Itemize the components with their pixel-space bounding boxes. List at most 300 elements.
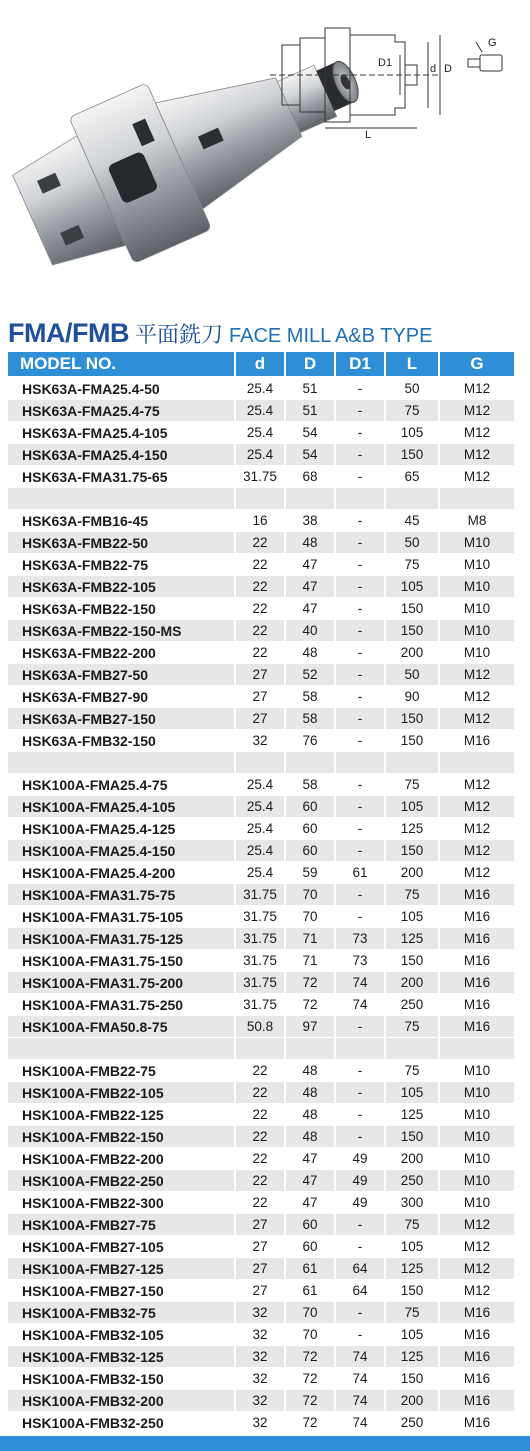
cell-d: 31.75: [236, 906, 284, 927]
cell-d: 22: [236, 1082, 284, 1103]
cell-D1: 74: [336, 972, 384, 993]
cell-d: 25.4: [236, 796, 284, 817]
cell-D: 72: [286, 972, 334, 993]
cell-D: 72: [286, 1368, 334, 1389]
cell-d: 27: [236, 686, 284, 707]
cell-D: 61: [286, 1258, 334, 1279]
cell-G: M12: [440, 1280, 514, 1301]
cell-d: 27: [236, 708, 284, 729]
cell-d: 32: [236, 1346, 284, 1367]
separator-cell: [236, 488, 284, 509]
cell-L: 150: [386, 950, 438, 971]
cell-d: 32: [236, 1302, 284, 1323]
cell-D1: -: [336, 1302, 384, 1323]
model-cell: HSK63A-FMB22-75: [8, 554, 234, 575]
separator-cell: [336, 752, 384, 773]
cell-G: M12: [440, 818, 514, 839]
header-D: D: [286, 352, 334, 376]
cell-D1: -: [336, 1060, 384, 1081]
table-row: [8, 862, 516, 883]
cell-L: 65: [386, 466, 438, 487]
model-cell: HSK100A-FMA31.75-150: [8, 950, 234, 971]
header-L: L: [386, 352, 438, 376]
cell-D: 70: [286, 1324, 334, 1345]
model-cell: HSK100A-FMA31.75-75: [8, 884, 234, 905]
cell-D1: -: [336, 708, 384, 729]
label-G: G: [488, 37, 497, 49]
cell-G: M12: [440, 1236, 514, 1257]
cell-D1: -: [336, 884, 384, 905]
cell-d: 22: [236, 576, 284, 597]
cell-G: M16: [440, 1346, 514, 1367]
separator-cell: [386, 488, 438, 509]
separator-cell: [236, 1038, 284, 1059]
cell-D1: -: [336, 422, 384, 443]
cell-G: M10: [440, 1060, 514, 1081]
table-row: [8, 554, 516, 575]
separator-cell: [440, 752, 514, 773]
cell-G: M12: [440, 466, 514, 487]
cell-G: M16: [440, 1302, 514, 1323]
table-row: [8, 510, 516, 531]
cell-d: 27: [236, 1280, 284, 1301]
model-cell: HSK63A-FMB27-150: [8, 708, 234, 729]
section-title: [8, 318, 432, 352]
table-row: [8, 1412, 516, 1433]
cell-L: 90: [386, 686, 438, 707]
model-cell: HSK100A-FMA25.4-125: [8, 818, 234, 839]
model-cell: HSK63A-FMB22-200: [8, 642, 234, 663]
cell-L: 125: [386, 1104, 438, 1125]
cell-G: M10: [440, 1192, 514, 1213]
separator-cell: [440, 1038, 514, 1059]
table-row: [8, 1346, 516, 1367]
cell-D1: 74: [336, 1390, 384, 1411]
cell-D1: -: [336, 1082, 384, 1103]
model-cell: HSK63A-FMB22-105: [8, 576, 234, 597]
cell-D1: 74: [336, 994, 384, 1015]
cell-L: 150: [386, 598, 438, 619]
model-cell: HSK100A-FMA25.4-150: [8, 840, 234, 861]
cell-d: 22: [236, 1170, 284, 1191]
cell-D1: -: [336, 532, 384, 553]
table-row: [8, 708, 516, 729]
cell-d: 25.4: [236, 400, 284, 421]
model-cell: HSK63A-FMA25.4-150: [8, 444, 234, 465]
cell-L: 125: [386, 818, 438, 839]
table-row: [8, 576, 516, 597]
cell-d: 32: [236, 1324, 284, 1345]
table-row: [8, 378, 516, 399]
cell-G: M10: [440, 642, 514, 663]
label-d: d: [430, 63, 437, 75]
table-body: [8, 378, 516, 1433]
cell-D1: -: [336, 664, 384, 685]
cell-D: 60: [286, 796, 334, 817]
separator-cell: [286, 1038, 334, 1059]
separator-cell: [8, 488, 234, 509]
cell-d: 25.4: [236, 422, 284, 443]
separator-cell: [236, 752, 284, 773]
cell-L: 75: [386, 1016, 438, 1037]
cell-G: M10: [440, 1126, 514, 1147]
table-row: [8, 664, 516, 685]
table-row: [8, 642, 516, 663]
cell-D1: 64: [336, 1258, 384, 1279]
separator-cell: [8, 752, 234, 773]
cell-d: 22: [236, 532, 284, 553]
cell-D1: -: [336, 774, 384, 795]
cell-D: 70: [286, 1302, 334, 1323]
model-cell: HSK63A-FMB32-150: [8, 730, 234, 751]
cell-d: 31.75: [236, 928, 284, 949]
cell-G: M12: [440, 1258, 514, 1279]
cell-L: 250: [386, 1170, 438, 1191]
table-row: [8, 1082, 516, 1103]
table-row: [8, 1324, 516, 1345]
table-row: [8, 1258, 516, 1279]
cell-D1: -: [336, 796, 384, 817]
cell-d: 25.4: [236, 378, 284, 399]
cell-D: 54: [286, 444, 334, 465]
table-row: [8, 1302, 516, 1323]
model-cell: HSK100A-FMB22-200: [8, 1148, 234, 1169]
cell-D: 60: [286, 840, 334, 861]
cell-G: M10: [440, 1148, 514, 1169]
model-cell: HSK100A-FMB27-125: [8, 1258, 234, 1279]
cell-D1: -: [336, 378, 384, 399]
spec-table: [8, 352, 516, 1434]
cell-G: M16: [440, 884, 514, 905]
cell-D1: 61: [336, 862, 384, 883]
table-row: [8, 730, 516, 751]
cell-L: 150: [386, 840, 438, 861]
cell-d: 31.75: [236, 466, 284, 487]
cell-d: 25.4: [236, 444, 284, 465]
table-row: [8, 1170, 516, 1191]
cell-G: M10: [440, 598, 514, 619]
cell-d: 31.75: [236, 884, 284, 905]
cell-d: 32: [236, 1368, 284, 1389]
cell-D1: -: [336, 906, 384, 927]
cell-D1: -: [336, 510, 384, 531]
table-row: [8, 466, 516, 487]
cell-L: 200: [386, 642, 438, 663]
table-row: [8, 1192, 516, 1213]
cell-d: 50.8: [236, 1016, 284, 1037]
model-cell: HSK100A-FMB22-125: [8, 1104, 234, 1125]
table-row: [8, 1016, 516, 1037]
cell-D: 58: [286, 686, 334, 707]
header-D1: D1: [336, 352, 384, 376]
table-row: [8, 620, 516, 641]
group-separator: [8, 1038, 516, 1059]
cell-d: 22: [236, 598, 284, 619]
cell-D1: -: [336, 1104, 384, 1125]
cell-D: 51: [286, 400, 334, 421]
table-row: [8, 1368, 516, 1389]
cell-D: 51: [286, 378, 334, 399]
table-row: [8, 1148, 516, 1169]
cell-D1: -: [336, 642, 384, 663]
cell-G: M16: [440, 928, 514, 949]
cell-L: 105: [386, 1236, 438, 1257]
table-header: [8, 352, 516, 376]
cell-D: 72: [286, 994, 334, 1015]
cell-L: 250: [386, 994, 438, 1015]
cell-D: 68: [286, 466, 334, 487]
table-row: [8, 840, 516, 861]
table-row: [8, 1060, 516, 1081]
table-row: [8, 972, 516, 993]
cell-d: 32: [236, 1412, 284, 1433]
cell-d: 25.4: [236, 862, 284, 883]
cell-L: 105: [386, 576, 438, 597]
cell-d: 22: [236, 620, 284, 641]
cell-L: 105: [386, 1082, 438, 1103]
cell-D1: 49: [336, 1192, 384, 1213]
title-english: FACE MILL A&B TYPE: [228, 325, 433, 347]
cell-L: 105: [386, 1324, 438, 1345]
cell-G: M12: [440, 686, 514, 707]
cell-D1: -: [336, 400, 384, 421]
model-cell: HSK100A-FMA25.4-75: [8, 774, 234, 795]
model-cell: HSK100A-FMB32-250: [8, 1412, 234, 1433]
cell-L: 200: [386, 862, 438, 883]
cell-d: 22: [236, 1060, 284, 1081]
cell-D1: -: [336, 686, 384, 707]
model-cell: HSK100A-FMA50.8-75: [8, 1016, 234, 1037]
table-row: [8, 1280, 516, 1301]
cell-L: 150: [386, 1368, 438, 1389]
cell-G: M12: [440, 1214, 514, 1235]
cell-D: 47: [286, 576, 334, 597]
cell-D1: -: [336, 444, 384, 465]
cell-L: 150: [386, 444, 438, 465]
cell-G: M16: [440, 1324, 514, 1345]
cell-D: 47: [286, 598, 334, 619]
table-row: [8, 818, 516, 839]
cell-G: M16: [440, 730, 514, 751]
model-cell: HSK63A-FMB27-90: [8, 686, 234, 707]
cell-L: 150: [386, 1280, 438, 1301]
model-cell: HSK63A-FMB16-45: [8, 510, 234, 531]
tool-holder-image: [0, 0, 530, 310]
separator-cell: [8, 1038, 234, 1059]
cell-G: M12: [440, 796, 514, 817]
model-cell: HSK100A-FMA25.4-105: [8, 796, 234, 817]
cell-G: M10: [440, 532, 514, 553]
cell-G: M16: [440, 1390, 514, 1411]
cell-D: 60: [286, 818, 334, 839]
product-illustration: [0, 0, 530, 310]
cell-L: 75: [386, 400, 438, 421]
cell-L: 150: [386, 708, 438, 729]
cell-D1: 49: [336, 1148, 384, 1169]
separator-cell: [386, 752, 438, 773]
cell-L: 75: [386, 1214, 438, 1235]
cell-D: 72: [286, 1412, 334, 1433]
cell-D: 48: [286, 1082, 334, 1103]
cell-L: 125: [386, 1346, 438, 1367]
cell-d: 27: [236, 664, 284, 685]
cell-L: 75: [386, 884, 438, 905]
model-cell: HSK63A-FMA25.4-50: [8, 378, 234, 399]
cell-D1: 73: [336, 950, 384, 971]
cell-G: M10: [440, 1170, 514, 1191]
table-row: [8, 1390, 516, 1411]
table-row: [8, 532, 516, 553]
table-row: [8, 906, 516, 927]
cell-G: M16: [440, 1368, 514, 1389]
cell-L: 150: [386, 620, 438, 641]
cell-D: 61: [286, 1280, 334, 1301]
cell-L: 75: [386, 1302, 438, 1323]
table-row: [8, 1214, 516, 1235]
cell-G: M12: [440, 444, 514, 465]
model-cell: HSK63A-FMB22-50: [8, 532, 234, 553]
table-row: [8, 1236, 516, 1257]
cell-D: 40: [286, 620, 334, 641]
table-row: [8, 686, 516, 707]
cell-G: M12: [440, 708, 514, 729]
cell-D1: 74: [336, 1368, 384, 1389]
model-cell: HSK100A-FMB27-105: [8, 1236, 234, 1257]
bottom-bar: [0, 1436, 530, 1451]
cell-G: M16: [440, 1016, 514, 1037]
cell-G: M12: [440, 378, 514, 399]
cell-d: 31.75: [236, 994, 284, 1015]
separator-cell: [336, 488, 384, 509]
cell-D: 52: [286, 664, 334, 685]
label-D: D: [444, 63, 452, 75]
cell-D1: -: [336, 598, 384, 619]
cell-L: 200: [386, 972, 438, 993]
model-cell: HSK100A-FMA31.75-125: [8, 928, 234, 949]
cell-D: 47: [286, 1148, 334, 1169]
model-cell: HSK100A-FMB22-300: [8, 1192, 234, 1213]
cell-G: M12: [440, 840, 514, 861]
cell-D: 48: [286, 1126, 334, 1147]
table-row: [8, 400, 516, 421]
cell-D1: 74: [336, 1412, 384, 1433]
cell-D: 47: [286, 1170, 334, 1191]
cell-D1: -: [336, 730, 384, 751]
label-d1: D1: [378, 57, 393, 69]
model-cell: HSK63A-FMB27-50: [8, 664, 234, 685]
cell-L: 200: [386, 1148, 438, 1169]
separator-cell: [286, 488, 334, 509]
model-cell: HSK63A-FMA25.4-105: [8, 422, 234, 443]
cell-D1: -: [336, 576, 384, 597]
cell-D: 47: [286, 1192, 334, 1213]
cell-D: 59: [286, 862, 334, 883]
title-code: FMA/FMB: [8, 318, 129, 348]
cell-d: 22: [236, 1126, 284, 1147]
cell-G: M10: [440, 1082, 514, 1103]
cell-d: 16: [236, 510, 284, 531]
cell-L: 200: [386, 1390, 438, 1411]
cell-D: 60: [286, 1236, 334, 1257]
label-L: L: [365, 129, 372, 141]
cell-G: M16: [440, 906, 514, 927]
model-cell: HSK100A-FMB32-125: [8, 1346, 234, 1367]
cell-D: 71: [286, 950, 334, 971]
cell-D: 48: [286, 642, 334, 663]
header-d: d: [236, 352, 284, 376]
cell-G: M12: [440, 862, 514, 883]
model-cell: HSK100A-FMB22-75: [8, 1060, 234, 1081]
header-model-no: MODEL NO.: [8, 352, 234, 376]
cell-d: 32: [236, 730, 284, 751]
table-row: [8, 422, 516, 443]
cell-G: M16: [440, 972, 514, 993]
cell-D1: -: [336, 1236, 384, 1257]
cell-L: 75: [386, 554, 438, 575]
cell-D: 70: [286, 884, 334, 905]
cell-L: 125: [386, 1258, 438, 1279]
cell-d: 27: [236, 1214, 284, 1235]
table-row: [8, 444, 516, 465]
table-row: [8, 950, 516, 971]
title-chinese: 平面銑刀: [134, 323, 223, 348]
cell-D: 58: [286, 774, 334, 795]
cell-d: 27: [236, 1236, 284, 1257]
cell-L: 105: [386, 422, 438, 443]
cell-L: 75: [386, 1060, 438, 1081]
cell-d: 22: [236, 1148, 284, 1169]
model-cell: HSK63A-FMB22-150: [8, 598, 234, 619]
cell-L: 105: [386, 906, 438, 927]
cell-D: 48: [286, 1104, 334, 1125]
cell-D1: -: [336, 466, 384, 487]
header-G: G: [440, 352, 514, 376]
group-separator: [8, 752, 516, 773]
model-cell: HSK100A-FMB27-75: [8, 1214, 234, 1235]
model-cell: HSK100A-FMB32-105: [8, 1324, 234, 1345]
table-row: [8, 598, 516, 619]
cell-G: M12: [440, 400, 514, 421]
cell-G: M8: [440, 510, 514, 531]
cell-D: 71: [286, 928, 334, 949]
cell-d: 25.4: [236, 840, 284, 861]
cell-D1: 49: [336, 1170, 384, 1191]
cell-G: M10: [440, 620, 514, 641]
cell-d: 31.75: [236, 950, 284, 971]
model-cell: HSK63A-FMB22-150-MS: [8, 620, 234, 641]
cell-D1: -: [336, 620, 384, 641]
cell-D: 97: [286, 1016, 334, 1037]
cell-D: 38: [286, 510, 334, 531]
cell-d: 27: [236, 1258, 284, 1279]
cell-d: 22: [236, 554, 284, 575]
cell-G: M16: [440, 994, 514, 1015]
cell-D1: 64: [336, 1280, 384, 1301]
table-row: [8, 796, 516, 817]
cell-L: 45: [386, 510, 438, 531]
cell-L: 250: [386, 1412, 438, 1433]
cell-D: 48: [286, 1060, 334, 1081]
separator-cell: [336, 1038, 384, 1059]
table-row: [8, 928, 516, 949]
model-cell: HSK100A-FMB22-250: [8, 1170, 234, 1191]
cell-D: 70: [286, 906, 334, 927]
cell-G: M12: [440, 774, 514, 795]
model-cell: HSK100A-FMB32-150: [8, 1368, 234, 1389]
cell-D: 72: [286, 1390, 334, 1411]
cell-D: 54: [286, 422, 334, 443]
cell-L: 150: [386, 1126, 438, 1147]
